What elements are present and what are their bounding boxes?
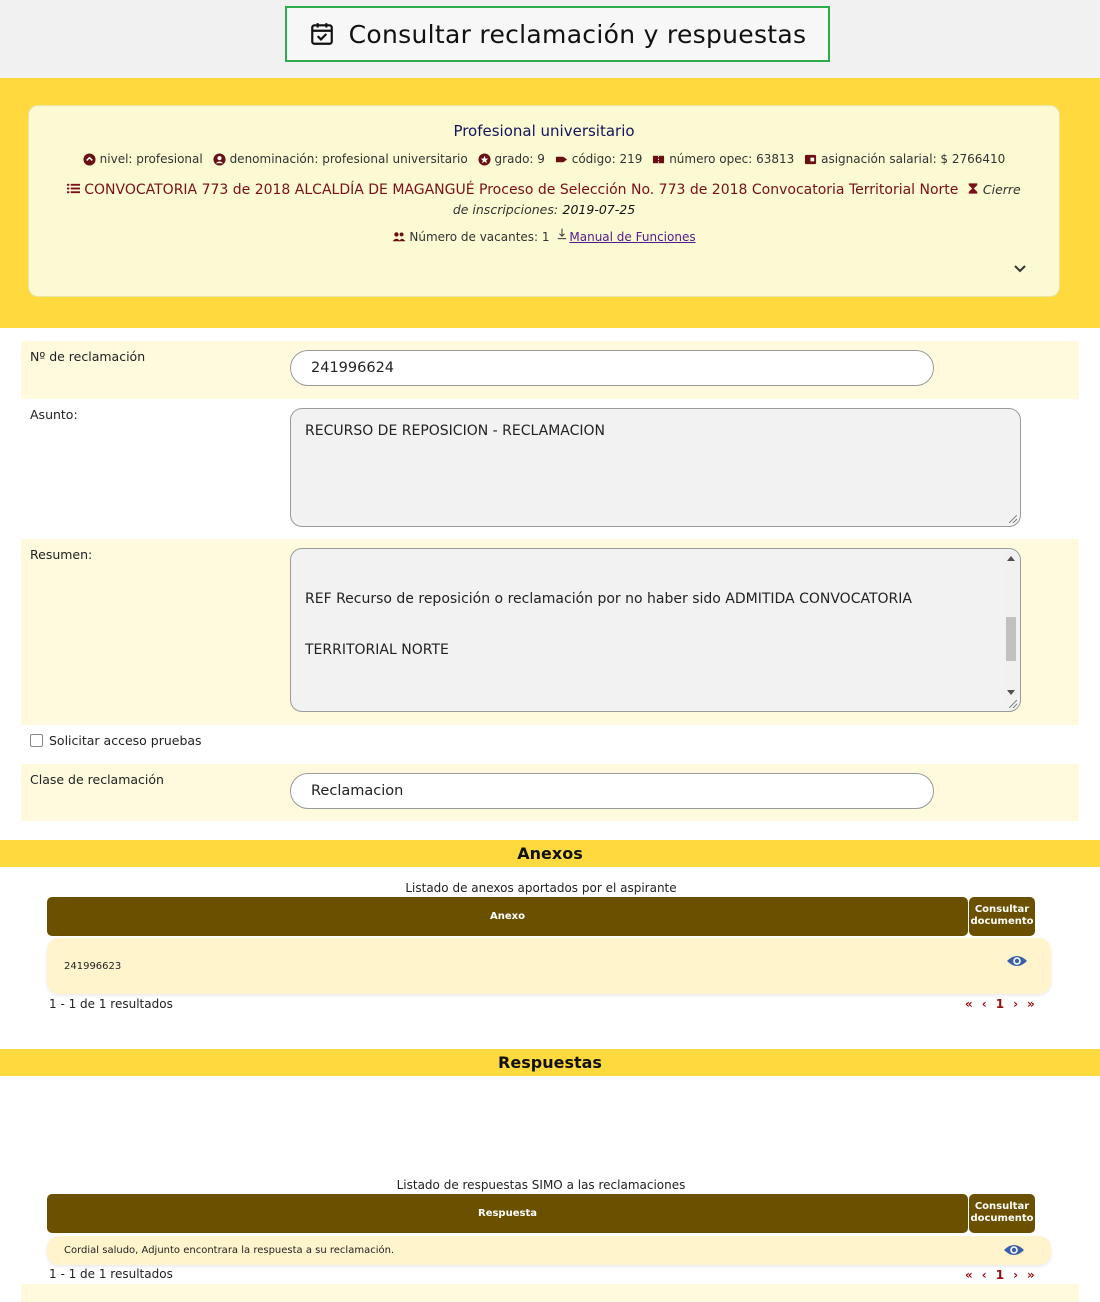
page-number[interactable]: 1 (995, 1268, 1005, 1282)
resumen-line: REF Recurso de reposición o reclamación por no haber sido ADMITIDA CONVOCATORIA (305, 591, 912, 607)
asunto-row (21, 399, 1079, 539)
anexo-cell: 241996623 (64, 961, 122, 972)
ticket-icon (652, 153, 665, 166)
denominacion-item (213, 152, 468, 166)
eye-icon[interactable] (1006, 954, 1028, 968)
convocatoria-text: CONVOCATORIA 773 de 2018 ALCALDÍA DE MAGANGUÉ Proceso de Selección No. 773 de 2018 Convocatoria Territorial Norte (84, 182, 959, 198)
consultar-column-header: Consultar documento (969, 897, 1035, 936)
user-circle-icon (213, 153, 226, 166)
job-title: Profesional universitario (453, 122, 635, 140)
resumen-line (305, 693, 990, 710)
opec-item (652, 152, 794, 166)
respuesta-cell: Cordial saludo, Adjunto encontrara la respuesta a su reclamación. (64, 1245, 395, 1256)
nivel-text: nivel: profesional (99, 152, 203, 166)
anexo-column-header: Anexo (47, 897, 968, 936)
vacantes-line (29, 228, 1059, 244)
resumen-line: TERRITORIAL NORTE (305, 642, 449, 658)
eye-icon[interactable] (1003, 1243, 1025, 1257)
scroll-down-arrow-icon[interactable] (1007, 690, 1015, 695)
footer-strip (21, 1284, 1079, 1302)
download-icon (557, 228, 567, 241)
scroll-up-arrow-icon[interactable] (1007, 556, 1015, 561)
respuestas-pager (965, 1268, 1035, 1282)
resumen-row (21, 539, 1079, 725)
list-icon (67, 182, 80, 195)
asignacion-item (804, 152, 1005, 166)
consultar-column-header: Consultar documento (969, 1194, 1035, 1233)
opec-text: número opec: 63813 (669, 152, 795, 166)
prev-page-icon[interactable]: ‹ (981, 997, 987, 1011)
grado-text: grado: 9 (494, 152, 545, 166)
chevron-down-icon[interactable] (1011, 259, 1029, 277)
first-page-icon[interactable]: « (965, 997, 973, 1011)
clase-input[interactable]: Reclamacion (290, 773, 934, 809)
wallet-icon (804, 153, 817, 166)
clase-label: Clase de reclamación (30, 772, 164, 787)
cierre-date: 2019-07-25 (562, 202, 636, 217)
grado-item (478, 152, 545, 166)
convocatoria-line (59, 180, 1029, 220)
respuesta-column-header: Respuesta (47, 1194, 968, 1233)
prev-page-icon[interactable]: ‹ (981, 1268, 987, 1282)
page-title-box (285, 6, 830, 62)
top-bar (0, 0, 1100, 78)
resumen-scrollbar[interactable] (1004, 551, 1018, 709)
asunto-textarea[interactable] (290, 408, 1021, 527)
last-page-icon[interactable]: » (1027, 1268, 1035, 1282)
asunto-label: Asunto: (30, 407, 78, 422)
calendar-check-icon (309, 21, 335, 47)
anexos-pager (965, 997, 1035, 1011)
level-icon (83, 153, 96, 166)
respuestas-caption: Listado de respuestas SIMO a las reclamaciones (396, 1178, 686, 1192)
tag-icon (555, 153, 568, 166)
asunto-value: RECURSO DE REPOSICION - RECLAMACION (305, 423, 606, 439)
job-band (0, 78, 1100, 328)
resumen-textarea[interactable] (290, 548, 1021, 712)
respuestas-results: 1 - 1 de 1 resultados (49, 1267, 173, 1281)
asignacion-text: asignación salarial: $ 2766410 (821, 152, 1006, 166)
next-page-icon[interactable]: › (1013, 997, 1019, 1011)
star-circle-icon (478, 153, 491, 166)
manual-funciones-link[interactable]: Manual de Funciones (569, 230, 696, 244)
page-number[interactable]: 1 (995, 997, 1005, 1011)
first-page-icon[interactable]: « (965, 1268, 973, 1282)
anexos-results: 1 - 1 de 1 resultados (49, 997, 173, 1011)
page-title: Consultar reclamación y respuestas (348, 19, 807, 49)
solicitar-acceso-checkbox-row[interactable] (30, 733, 202, 748)
scroll-thumb[interactable] (1006, 617, 1016, 661)
job-card (28, 105, 1060, 297)
resumen-label: Resumen: (30, 547, 93, 562)
next-page-icon[interactable]: › (1013, 1268, 1019, 1282)
job-meta (29, 152, 1059, 169)
anexos-header: Anexos (0, 840, 1100, 867)
respuestas-header: Respuestas (0, 1049, 1100, 1076)
numero-row (21, 341, 1079, 399)
table-row (47, 1236, 1051, 1265)
resize-handle[interactable] (1009, 515, 1017, 523)
users-icon (392, 231, 406, 243)
denominacion-text: denominación: profesional universitario (229, 152, 468, 166)
numero-label: Nº de reclamación (30, 349, 146, 364)
resize-handle[interactable] (1009, 700, 1017, 708)
anexos-caption: Listado de anexos aportados por el aspirante (405, 881, 677, 895)
codigo-item (555, 152, 643, 166)
solicitar-acceso-label: Solicitar acceso pruebas (49, 733, 202, 748)
last-page-icon[interactable]: » (1027, 997, 1035, 1011)
hourglass-icon (967, 182, 979, 195)
vacantes-text: Número de vacantes: 1 (409, 230, 550, 244)
cierre-label: Cierre de inscripciones: (452, 182, 1021, 217)
table-row (47, 938, 1051, 994)
codigo-text: código: 219 (571, 152, 643, 166)
clase-row (21, 764, 1079, 821)
numero-input[interactable]: 241996624 (290, 350, 934, 386)
nivel-item (83, 152, 203, 166)
solicitar-acceso-checkbox[interactable] (30, 734, 43, 747)
